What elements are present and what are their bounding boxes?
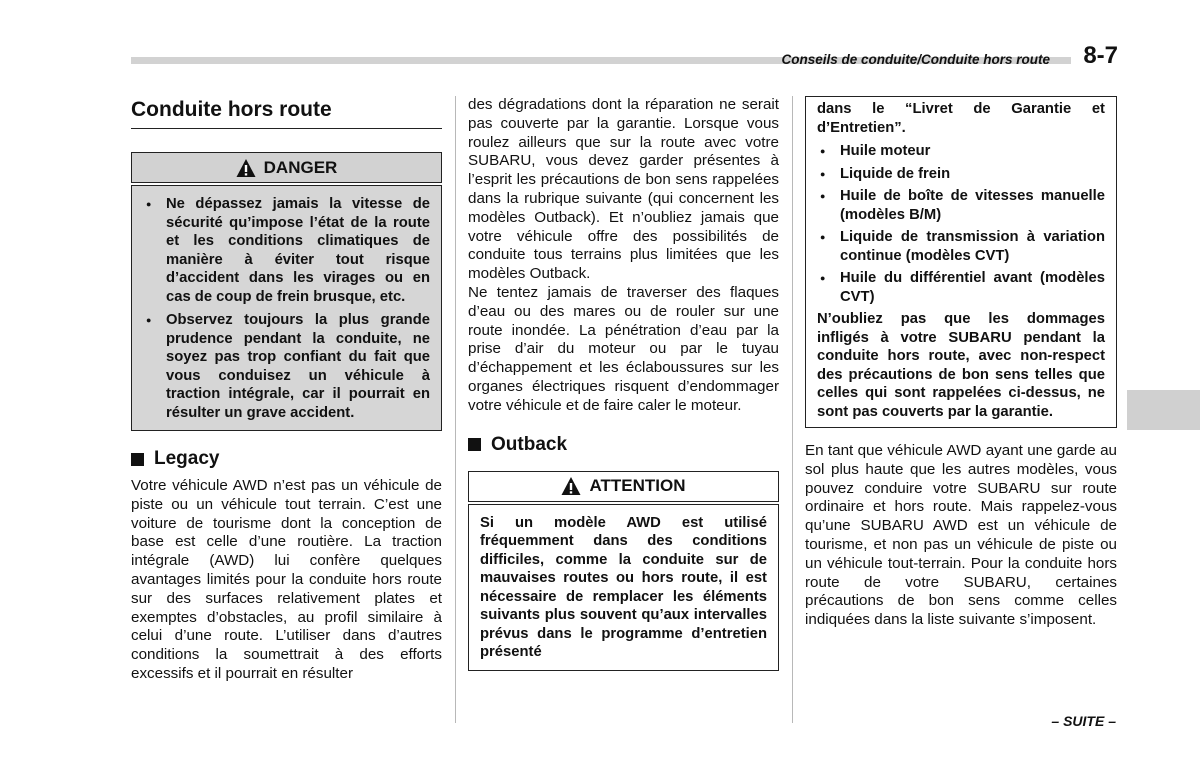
legacy-paragraph: Votre véhicule AWD n’est pas un véhicule de piste ou un véhicule tout terrain. C’est une voiture de tourisme dont la conception de base est celle d’une routière. La traction intégrale (AWD) lui confère quelques avantages limités pour la conduite hors route sur des surfaces relativement plates et exemptes d’obstacles, au profil similaire à celui d’une route. L’utiliser dans d’autres conditions la soumettrait à des efforts excessifs et il pourrait en résulter	[131, 477, 442, 682]
paragraph: En tant que véhicule AWD ayant une garde au sol plus haute que les autres modèles, vous pouvez conduire votre SUBARU sur route ordinaire et hors route. Mais rappelez-vous qu’une SUBARU AWD est un véhicule de tourisme, et non pas un véhicule de piste ou un véhicule tout-terrain. Pour la conduite hors route de votre SUBARU, certaines précautions de bon sens comme celles indiquées dans la liste suivante s’imposent.	[805, 442, 1117, 629]
box-note: N’oubliez pas que les dommages infligés à votre SUBARU pendant la conduite hors route, avec non-respect des précautions de bon sens telles que celles qui sont rappelées ci-dessus, ne sont pas couverts par la garantie.	[817, 311, 1105, 420]
warning-triangle-icon	[561, 476, 581, 496]
column-divider	[455, 96, 456, 723]
square-bullet-icon	[468, 438, 481, 451]
maintenance-item: ● Huile moteur	[817, 142, 1105, 161]
danger-label: DANGER	[263, 157, 338, 177]
section-title: Conduite hors route	[131, 96, 442, 129]
left-column	[131, 96, 442, 684]
chapter-tab	[1127, 390, 1200, 430]
maintenance-item: ● Huile de boîte de vitesses manuelle (modèles B/M)	[817, 187, 1105, 224]
right-column	[805, 96, 1117, 630]
attention-header	[468, 471, 779, 502]
middle-column	[468, 96, 779, 671]
paragraph: des dégradations dont la réparation ne serait pas couverte par la garantie. Lorsque vous roulez ailleurs que sur la route avec votre SUBARU, vous devez garder présentes à l’esprit les précautions de bon sens rappelées dans la rubrique suivante (qui concernent les modèles Outback). Et n’oubliez jamais que votre véhicule offre des possibilités de conduite tous terrains plus limitées que les modèles Outback.	[468, 96, 779, 283]
danger-header	[131, 152, 442, 183]
page-number: 8-7	[1083, 42, 1118, 69]
warning-triangle-icon	[236, 158, 256, 178]
attention-text: Si un modèle AWD est utilisé fréquemment dans des conditions difficiles, comme la conduite sur de mauvaises routes ou hors route, il est nécessaire de remplacer les éléments suivants plus souvent qu’aux intervalles prévus dans le programme d’entretien présenté	[480, 514, 767, 661]
attention-label: ATTENTION	[589, 476, 686, 496]
running-header-title: Conseils de conduite/Conduite hors route	[781, 52, 1050, 67]
maintenance-item: ● Liquide de transmission à variation continue (modèles CVT)	[817, 228, 1105, 265]
danger-item: ● Observez toujours la plus grande prudence pendant la conduite, ne soyez pas trop confiant du fait que vous conduisez un véhicule à traction intégrale, car il pourrait en résulter un grave accident.	[143, 311, 430, 422]
paragraph: Ne tentez jamais de traverser des flaques d’eau ou des mares ou de rouler sur une route inondée. La pénétration d’eau par la prise d’air du moteur ou par le tuyau d’échappement et les éclaboussures sur les organes électriques risquent d’endommager votre véhicule et de faire caler le moteur.	[468, 283, 779, 414]
legacy-title: Legacy	[154, 448, 220, 469]
box-intro: dans le “Livret de Garantie et d’Entretien”.	[817, 101, 1105, 136]
attention-continued-box	[805, 96, 1117, 428]
outback-title: Outback	[491, 433, 568, 455]
legacy-heading	[131, 448, 442, 470]
square-bullet-icon	[131, 453, 144, 466]
attention-box	[468, 504, 779, 671]
continue-marker: – SUITE –	[1051, 713, 1116, 729]
outback-heading	[468, 434, 779, 456]
maintenance-item: ● Huile du différentiel avant (modèles CVT)	[817, 269, 1105, 306]
maintenance-item: ● Liquide de frein	[817, 165, 1105, 184]
column-divider	[792, 96, 793, 723]
danger-item: ● Ne dépassez jamais la vitesse de sécurité qu’impose l’état de la route et les conditions climatiques de manière à éviter tout risque d’accident dans les virages ou en cas de coup de frein brusque, etc.	[143, 195, 430, 306]
danger-box	[131, 185, 442, 431]
